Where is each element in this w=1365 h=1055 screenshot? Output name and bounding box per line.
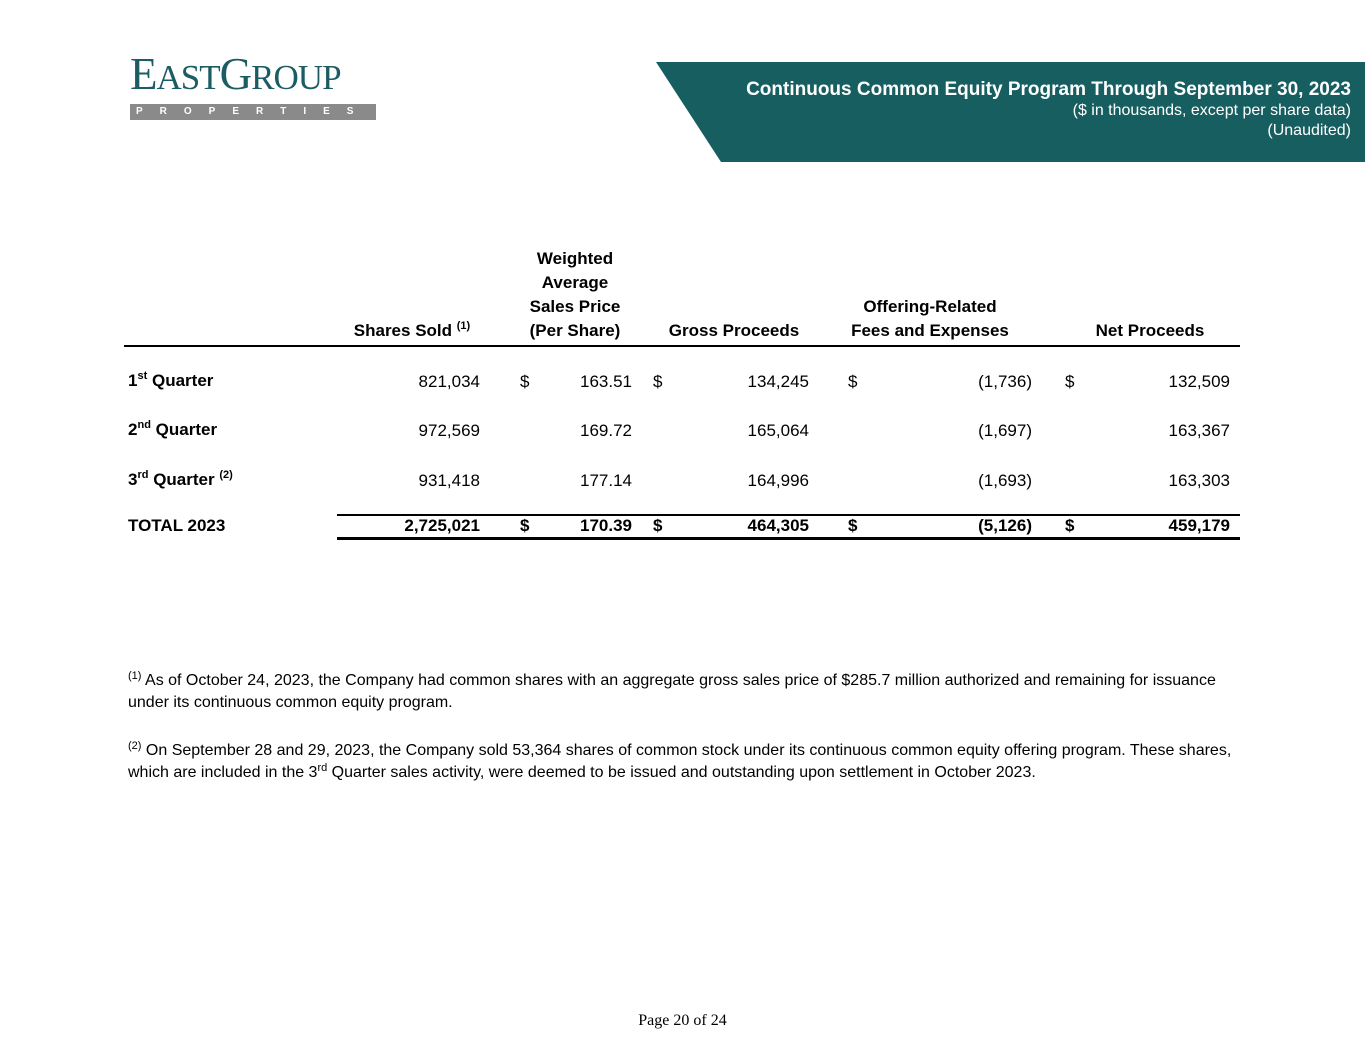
footnote-1: $^{(1)}$ As of October 24, 2023, the Company had common shares with an aggregate gross sales price of $285.7 million authorized and remaining for issuance under its continuous common equity program.	[128, 670, 1216, 711]
total-gross-proceeds: 464,305	[747, 516, 809, 535]
row-label: 2nd Quarter	[128, 419, 218, 439]
currency-symbol: $	[653, 516, 663, 535]
currency-symbol: $	[1065, 516, 1075, 535]
sales-price-value: 169.72	[580, 421, 632, 440]
header-fees-expenses: Offering-Related Fees and Expenses	[851, 297, 1009, 340]
sales-price-value: 177.14	[580, 471, 632, 490]
page-title: Continuous Common Equity Program Through September 30, 2023	[746, 79, 1351, 100]
sales-price-value: 163.51	[580, 372, 632, 391]
currency-symbol: $	[520, 372, 530, 391]
footnote-2: $^{(2)}$ On September 28 and 29, 2023, the Company sold 53,364 shares of common stock under its continuous common equity offering program. These shares, which are included in the 3rd Quarter sales activity, were deemed to be issued and outstanding upon settlement in October 2023.	[128, 740, 1232, 781]
total-net-proceeds: 459,179	[1168, 516, 1230, 535]
shares-sold-value: 931,418	[418, 471, 480, 490]
net-proceeds-value: 163,303	[1168, 471, 1230, 490]
row-label: 3rd Quarter $^{(2)}$	[128, 469, 233, 489]
shares-sold-value: 972,569	[418, 421, 480, 440]
logo-wordmark: EASTGROUP	[130, 49, 341, 99]
footnotes	[128, 670, 1238, 810]
header-shares-sold: Shares Sold $^{(1)}$	[353, 320, 471, 340]
page-number: Page 20 of 24	[638, 1012, 727, 1029]
header-net-proceeds: Net Proceeds	[1095, 321, 1205, 340]
header-sales-price: Weighted Average Sales Price (Per Share)	[529, 249, 621, 340]
fees-value: (1,697)	[978, 421, 1032, 440]
total-fees: (5,126)	[978, 516, 1032, 535]
fees-value: (1,736)	[978, 372, 1032, 391]
gross-proceeds-value: 164,996	[747, 471, 809, 490]
fees-value: (1,693)	[978, 471, 1032, 490]
net-proceeds-value: 132,509	[1168, 372, 1230, 391]
row-label: 1st Quarter	[128, 370, 214, 390]
currency-symbol: $	[653, 372, 663, 391]
header-rule	[124, 345, 1240, 347]
total-label: TOTAL 2023	[128, 516, 226, 535]
page-subtitle: ($ in thousands, except per share data)	[1072, 102, 1351, 119]
logo-subtitle: PROPERTIES	[136, 106, 371, 117]
gross-proceeds-value: 134,245	[747, 372, 809, 391]
unaudited-note: (Unaudited)	[1267, 122, 1351, 139]
header-gross-proceeds: Gross Proceeds	[668, 321, 800, 340]
shares-sold-value: 821,034	[418, 372, 480, 391]
net-proceeds-value: 163,367	[1168, 421, 1230, 440]
currency-symbol: $	[848, 372, 858, 391]
gross-proceeds-value: 165,064	[747, 421, 809, 440]
total-sales-price: 170.39	[580, 516, 632, 535]
currency-symbol: $	[1065, 372, 1075, 391]
total-bottom-rule	[337, 537, 1240, 540]
currency-symbol: $	[520, 516, 530, 535]
currency-symbol: $	[848, 516, 858, 535]
total-shares-sold: 2,725,021	[404, 516, 480, 535]
